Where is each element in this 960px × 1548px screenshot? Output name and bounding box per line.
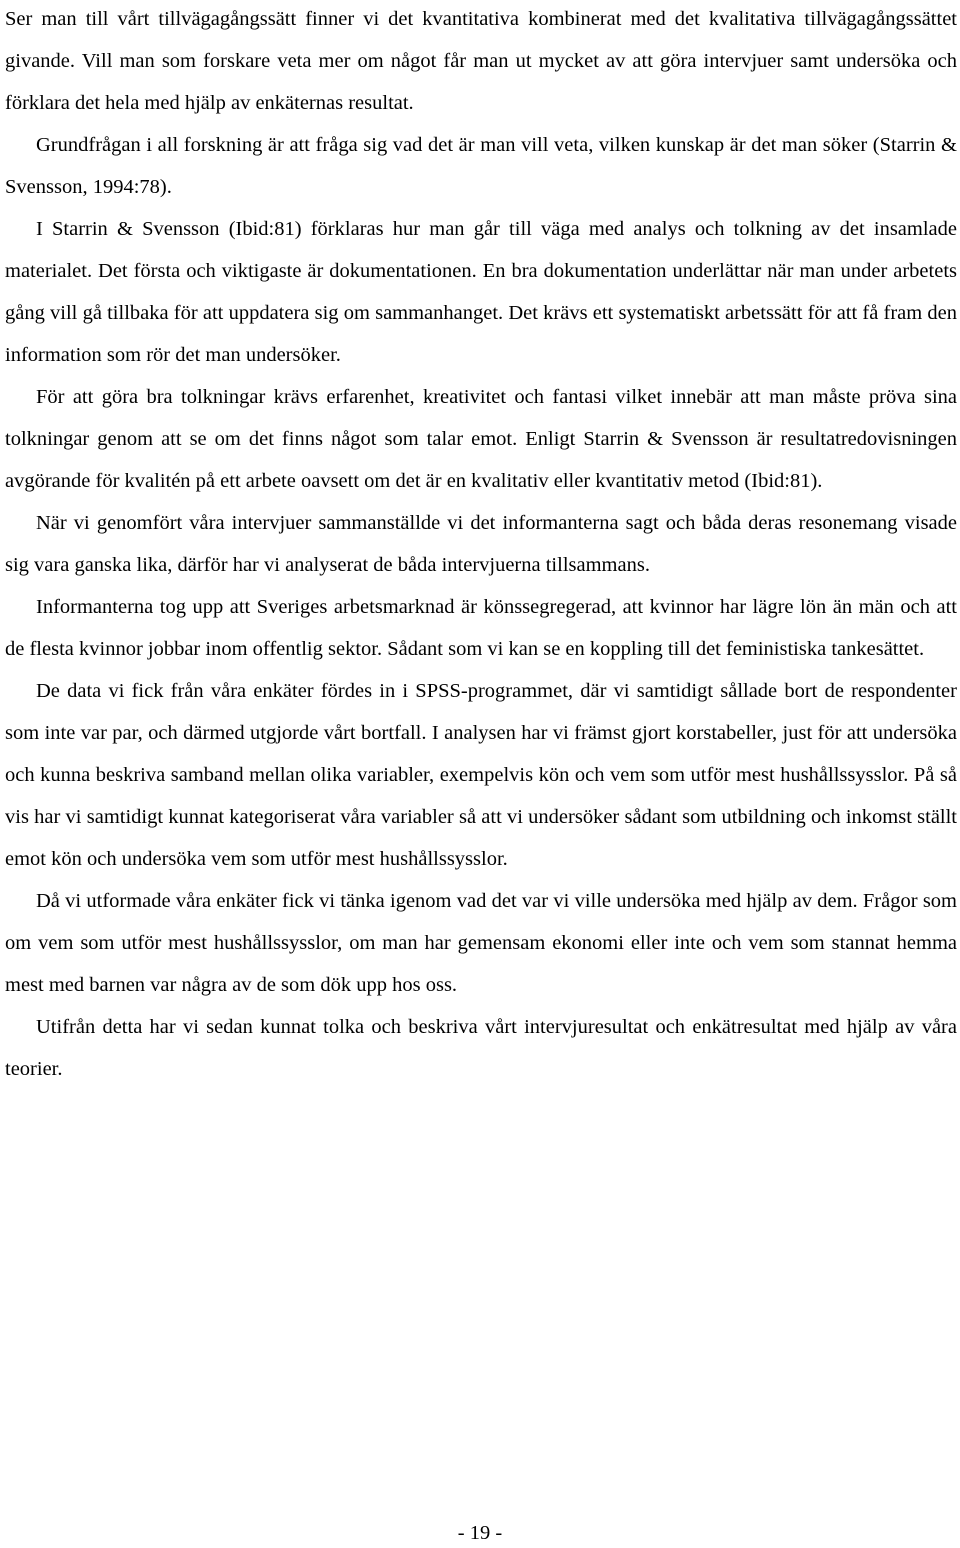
- document-page: [5, 0, 957, 1090]
- paragraph-spss-analysis: De data vi fick från våra enkäter fördes in i SPSS-programmet, där vi samtidigt sållade bort de respondenter som inte var par, och därmed utgjorde vårt bortfall. I analysen har vi främst gjort korstabeller, just för att undersöka och kunna beskriva samband mellan olika variabler, exempelvis kön och vem som utför mest hushållssysslor. På så vis har vi samtidigt kunnat kategoriserat våra variabler så att vi undersöker sådant som utbildning och inkomst ställt emot kön och undersöka vem som utför mest hushållssysslor.: [5, 680, 957, 870]
- paragraph-informants: Informanterna tog upp att Sveriges arbetsmarknad är könssegregerad, att kvinnor har lägre lön än män och att de flesta kvinnor jobbar inom offentlig sektor. Sådant som vi kan se en koppling till det feministiska tankesättet.: [5, 596, 957, 660]
- paragraph-analysis-documentation: I Starrin & Svensson (Ibid:81) förklaras hur man går till väga med analys och tolkning av det insamlade materialet. Det första och viktigaste är dokumentationen. En bra dokumentation underlättar när man under arbetets gång vill gå tillbaka för att uppdatera sig om sammanhanget. Det krävs ett systematiskt arbetssätt för att få fram den information som rör det man undersöker.: [5, 218, 957, 366]
- paragraph-method-approach: Ser man till vårt tillvägagångssätt finner vi det kvantitativa kombinerat med det kvalitativa tillvägagångssättet givande. Vill man som forskare veta mer om något får man ut mycket av att göra intervjuer samt undersöka och förklara det hela med hjälp av enkäternas resultat.: [5, 8, 957, 114]
- paragraph-research-question: Grundfrågan i all forskning är att fråga sig vad det är man vill veta, vilken kunskap är det man söker (Starrin & Svensson, 1994:78).: [5, 134, 957, 198]
- paragraph-interviews-summary: När vi genomfört våra intervjuer sammanställde vi det informanterna sagt och båda deras resonemang visade sig vara ganska lika, därför har vi analyserat de båda intervjuerna tillsammans.: [5, 512, 957, 576]
- paragraph-conclusion: Utifrån detta har vi sedan kunnat tolka och beskriva vårt intervjuresultat och enkätresultat med hjälp av våra teorier.: [5, 1016, 957, 1080]
- paragraph-survey-design: Då vi utformade våra enkäter fick vi tänka igenom vad det var vi ville undersöka med hjälp av dem. Frågor som om vem som utför mest hushållssysslor, om man har gemensam ekonomi eller inte och vem som stannat hemma mest med barnen var några av de som dök upp hos oss.: [5, 890, 957, 996]
- paragraph-interpretation: För att göra bra tolkningar krävs erfarenhet, kreativitet och fantasi vilket innebär att man måste pröva sina tolkningar genom att se om det finns något som talar emot. Enligt Starrin & Svensson är resultatredovisningen avgörande för kvalitén på ett arbete oavsett om det är en kvalitativ eller kvantitativ metod (Ibid:81).: [5, 386, 957, 492]
- page-number: - 19 -: [457, 1522, 503, 1544]
